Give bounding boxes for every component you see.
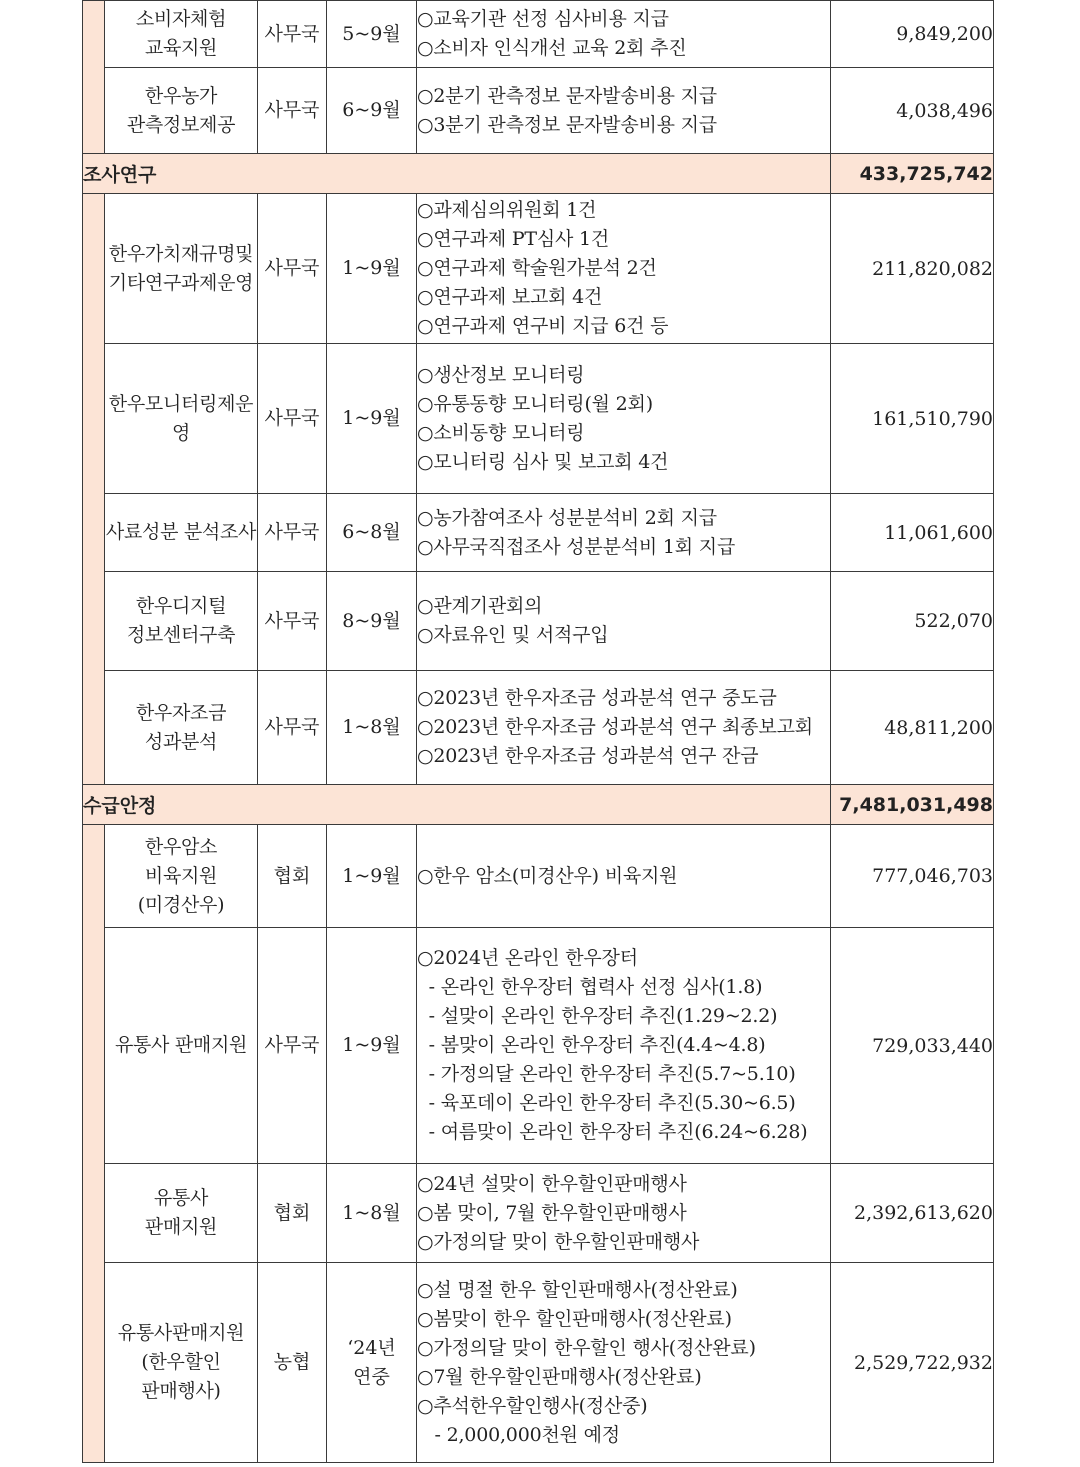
item-period: 1~8월: [327, 671, 417, 785]
table-row: [83, 494, 994, 572]
table-row: [83, 1, 994, 68]
item-period: 1~9월: [327, 344, 417, 494]
item-period: 8~9월: [327, 572, 417, 671]
item-period: 1~9월: [327, 928, 417, 1164]
item-name: 한우농가 관측정보제공: [105, 68, 258, 154]
item-period: 1~9월: [327, 825, 417, 928]
item-org: 사무국: [258, 68, 327, 154]
table-row: [83, 1263, 994, 1463]
section-header-row: [83, 785, 994, 825]
item-amount: 2,529,722,932: [831, 1263, 994, 1463]
section-stripe: [83, 825, 105, 1463]
item-period: 6~9월: [327, 68, 417, 154]
item-details: ○2023년 한우자조금 성과분석 연구 중도금 ○2023년 한우자조금 성과분석 연구 최종보고회 ○2023년 한우자조금 성과분석 연구 잔금: [417, 671, 831, 785]
item-name: 사료성분 분석조사: [105, 494, 258, 572]
item-details: ○과제심의위원회 1건 ○연구과제 PT심사 1건 ○연구과제 학술원가분석 2건 ○연구과제 보고회 4건 ○연구과제 연구비 지급 6건 등: [417, 194, 831, 344]
item-org: 사무국: [258, 572, 327, 671]
item-org: 사무국: [258, 671, 327, 785]
item-details: ○농가참여조사 성분분석비 2회 지급 ○사무국직접조사 성분분석비 1회 지급: [417, 494, 831, 572]
item-amount: 4,038,496: [831, 68, 994, 154]
item-amount: 9,849,200: [831, 1, 994, 68]
item-name: 한우가치재규명및 기타연구과제운영: [105, 194, 258, 344]
section-header-row: [83, 154, 994, 194]
item-org: 협회: [258, 1164, 327, 1263]
item-amount: 11,061,600: [831, 494, 994, 572]
table-row: [83, 344, 994, 494]
item-details: ○한우 암소(미경산우) 비육지원: [417, 825, 831, 928]
item-org: 농협: [258, 1263, 327, 1463]
item-period: ‘24년 연중: [327, 1263, 417, 1463]
item-amount: 522,070: [831, 572, 994, 671]
table-row: [83, 1164, 994, 1263]
item-name: 한우자조금 성과분석: [105, 671, 258, 785]
item-details: ○24년 설맞이 한우할인판매행사 ○봄 맞이, 7월 한우할인판매행사 ○가정의달 맞이 한우할인판매행사: [417, 1164, 831, 1263]
item-org: 협회: [258, 825, 327, 928]
item-amount: 729,033,440: [831, 928, 994, 1164]
item-details: ○설 명절 한우 할인판매행사(정산완료) ○봄맞이 한우 할인판매행사(정산완료) ○가정의달 맞이 한우할인 행사(정산완료) ○7월 한우할인판매행사(정산완료) ○추석한우할인행사(정산중) - 2,000,000천원 예정: [417, 1263, 831, 1463]
table-row: [83, 572, 994, 671]
item-name: 한우암소 비육지원 (미경산우): [105, 825, 258, 928]
item-org: 사무국: [258, 494, 327, 572]
item-details: ○2분기 관측정보 문자발송비용 지급 ○3분기 관측정보 문자발송비용 지급: [417, 68, 831, 154]
section-total: 433,725,742: [831, 154, 994, 194]
item-details: ○생산정보 모니터링 ○유통동향 모니터링(월 2회) ○소비동향 모니터링 ○모니터링 심사 및 보고회 4건: [417, 344, 831, 494]
table-row: [83, 194, 994, 344]
item-period: 1~9월: [327, 194, 417, 344]
item-period: 1~8월: [327, 1164, 417, 1263]
section-title: 조사연구: [83, 154, 831, 194]
section-stripe: [83, 194, 105, 785]
item-org: 사무국: [258, 1, 327, 68]
item-name: 유통사 판매지원: [105, 928, 258, 1164]
item-org: 사무국: [258, 194, 327, 344]
section-stripe: [83, 1, 105, 154]
item-name: 한우모니터링제운영: [105, 344, 258, 494]
item-amount: 48,811,200: [831, 671, 994, 785]
table-row: [83, 68, 994, 154]
budget-table: [82, 0, 994, 1463]
item-amount: 211,820,082: [831, 194, 994, 344]
item-period: 6~8월: [327, 494, 417, 572]
item-amount: 161,510,790: [831, 344, 994, 494]
section-total: 7,481,031,498: [831, 785, 994, 825]
item-details: ○2024년 온라인 한우장터 - 온라인 한우장터 협력사 선정 심사(1.8) - 설맞이 온라인 한우장터 추진(1.29~2.2) - 봄맞이 온라인 한우장터 추진(4.4~4.8) - 가정의달 온라인 한우장터 추진(5.7~5.10) - 육포데이 온라인 한우장터 추진(5.30~6.5) - 여름맞이 온라인 한우장터 추진(6.24~6.28): [417, 928, 831, 1164]
table-row: [83, 825, 994, 928]
item-org: 사무국: [258, 344, 327, 494]
item-amount: 777,046,703: [831, 825, 994, 928]
item-period: 5~9월: [327, 1, 417, 68]
item-name: 한우디지털 정보센터구축: [105, 572, 258, 671]
item-details: ○관계기관회의 ○자료유인 및 서적구입: [417, 572, 831, 671]
item-name: 유통사판매지원 (한우할인 판매행사): [105, 1263, 258, 1463]
table-row: [83, 671, 994, 785]
item-name: 유통사 판매지원: [105, 1164, 258, 1263]
table-row: [83, 928, 994, 1164]
item-name: 소비자체험 교육지원: [105, 1, 258, 68]
section-title: 수급안정: [83, 785, 831, 825]
item-details: ○교육기관 선정 심사비용 지급 ○소비자 인식개선 교육 2회 추진: [417, 1, 831, 68]
item-amount: 2,392,613,620: [831, 1164, 994, 1263]
item-org: 사무국: [258, 928, 327, 1164]
